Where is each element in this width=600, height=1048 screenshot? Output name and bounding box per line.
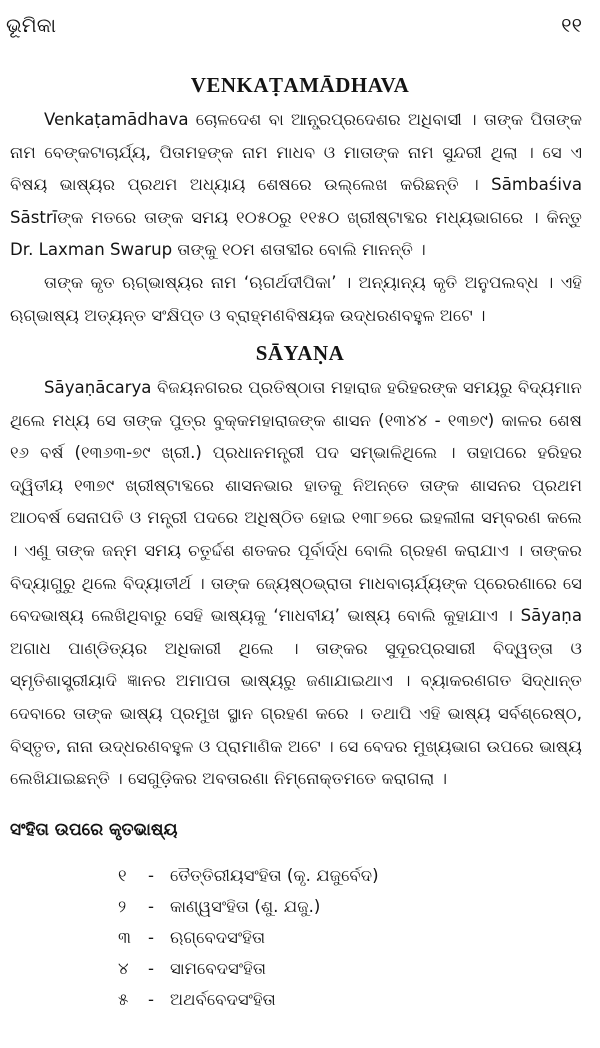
list-item-text: ଅଥର୍ବବେଦସଂହିତା <box>170 989 276 1009</box>
samhita-list-heading: ସଂହିତା ଉପରେ କୃତଭାଷ୍ୟ <box>10 820 178 840</box>
chapter-title: ଭୂମିକା <box>6 13 57 37</box>
list-item <box>0 984 600 1015</box>
list-item-text: ଋଗ୍‌ବେଦସଂହିତା <box>170 927 266 947</box>
section-heading-venkatamadhava: VENKAṬAMĀDHAVA <box>190 73 410 97</box>
list-item-dash: - <box>148 990 154 1009</box>
list-item-dash: - <box>148 866 154 885</box>
list-item-text: ତୈତ୍ତିରୀୟସଂହିତା (କୃ. ଯଜୁର୍ବେଦ) <box>170 865 379 885</box>
list-item-number: ୪ <box>118 958 129 978</box>
paragraph-venkatamadhava-bio <box>10 104 582 267</box>
running-header <box>6 10 582 40</box>
list-item-number: ୩ <box>118 927 132 947</box>
section-heading-sayana: SĀYAṆA <box>255 341 345 365</box>
list-item-number: ୨ <box>118 896 127 916</box>
paragraph-text: Sāyaṇācarya ବିଜୟନଗରର ପ୍ରତିଷ୍ଠାତା ମହାରାଜ ହରିହରଙ୍କ ସମୟରୁ ବିଦ୍ୟମାନ ଥିଲେ ମଧ୍ୟ ସେ ତାଙ୍କ ପୁତ୍ର ବୁକ୍କମହାରାଜଙ୍କ ଶାସନ (୧୩୪୪ - ୧୩୭୯) କାଳର ଶେଷ ୧୬ ବର୍ଷ (୧୩୬୩-୭୯ ଖ୍ରୀ.) ପ୍ରଧାନମନ୍ତ୍ରୀ ପଦ ସମ୍ଭାଳିଥିଲେ । ତାହାପରେ ହରିହର ଦ୍ୱିତୀୟ ୧୩୭୯ ଖ୍ରୀଷ୍ଟାବ୍ଦରେ ଶାସନଭାର ହାତକୁ ନିଅନ୍ତେ ତାଙ୍କ ଶାସନର ପ୍ରଥମ ଆଠବର୍ଷ ସେନାପତି ଓ ମନ୍ତ୍ରୀ ପଦରେ ଅଧିଷ୍ଠିତ ହୋଇ ୧୩୮୭ରେ ଇହଲୀଳା ସମ୍ବରଣ କଲେ । ଏଣୁ ତାଙ୍କ ଜନ୍ମ ସମୟ ଚତୁର୍ଦ୍ଦଶ ଶତକର ପୂର୍ବାର୍ଦ୍ଧ ବୋଲି ଗ୍ରହଣ କରାଯାଏ । ତାଙ୍କର ବିଦ୍ୟାଗୁରୁ ଥିଲେ ବିଦ୍ୟାତୀର୍ଥ । ତାଙ୍କ ଜ୍ୟେଷ୍ଠଭ୍ରାତା ମାଧବାଚାର୍ଯ୍ୟଙ୍କ ପ୍ରେରଣାରେ ସେ ବେଦଭାଷ୍ୟ ଲେଖିଥିବାରୁ ସେହି ଭାଷ୍ୟକୁ ‘ମାଧବୀୟ’ ଭାଷ୍ୟ ବୋଲି କୁହାଯାଏ । Sāyaṇa ଅଗାଧ ପାଣ୍ଡିତ୍ୟର ଅଧିକାରୀ ଥିଲେ । ତାଙ୍କର ସୁଦୂରପ୍ରସାରୀ ବିଦ୍ୱତ୍ତା ଓ ସ୍ମୃତିଶାସ୍ତ୍ରୀୟାଦି ଜ୍ଞାନର ଅମାପତା ଭାଷ୍ୟରୁ ଜଣାଯାଇଥାଏ । ବ୍ୟାକରଣଗତ ସିଦ୍ଧାନ୍ତ ଦେବାରେ ତାଙ୍କ ଭାଷ୍ୟ ପ୍ରମୁଖ ସ୍ଥାନ ଗ୍ରହଣ କରେ । ତଥାପି ଏହି ଭାଷ୍ୟ ସର୍ବଶ୍ରେଷ୍ଠ, ବିସ୍ତୃତ, ନାନା ଉଦ୍ଧରଣବହୁଳ ଓ ପ୍ରାମାଣିକ ଅଟେ । ସେ ବେଦର ମୁଖ୍ୟଭାଗ ଉପରେ ଭାଷ୍ୟ ଲେଖିଯାଇଛନ୍ତି । ସେଗୁଡ଼ିକର ଅବତାରଣା ନିମ୍ନୋକ୍ତମତେ କରାଗଲା । <box>10 378 582 789</box>
list-item-text: କାଣ୍ୱସଂହିତା (ଶୁ. ଯଜୁ.) <box>170 896 321 916</box>
list-item-number: ୫ <box>118 989 129 1009</box>
list-item-dash: - <box>148 897 154 916</box>
paragraph-sayana-bio <box>10 372 582 796</box>
list-item <box>0 860 600 891</box>
list-item <box>0 891 600 922</box>
list-item-dash: - <box>148 928 154 947</box>
paragraph-venkatamadhava-works <box>10 267 582 332</box>
paragraph-text: Venkaṭamādhava ଚୋଳଦେଶ ବା ଆନ୍ଧ୍ରପ୍ରଦେଶର ଅଧିବାସୀ । ତାଙ୍କ ପିତାଙ୍କ ନାମ ବେଙ୍କଟାଚାର୍ଯ୍ୟ, ପିତାମହଙ୍କ ନାମ ମାଧବ ଓ ମାତାଙ୍କ ନାମ ସୁନ୍ଦରୀ ଥିଲା । ସେ ଏ ବିଷୟ ଭାଷ୍ୟର ପ୍ରଥମ ଅଧ୍ୟାୟ ଶେଷରେ ଉଲ୍ଲେଖ କରିଛନ୍ତି । Sāmbaśiva Sāstrīଙ୍କ ମତରେ ତାଙ୍କ ସମୟ ୧୦୫୦ରୁ ୧୧୫୦ ଖ୍ରୀଷ୍ଟାବ୍ଦର ମଧ୍ୟଭାଗରେ । କିନ୍ତୁ Dr. Laxman Swarup ତାଙ୍କୁ ୧୦ମ ଶତାବ୍ଦୀର ବୋଲି ମାନନ୍ତି । <box>10 110 582 260</box>
list-item-dash: - <box>148 959 154 978</box>
list-item-text: ସାମବେଦସଂହିତା <box>170 958 267 978</box>
page-number: ୧୧ <box>561 13 582 37</box>
list-item <box>0 953 600 984</box>
list-item <box>0 922 600 953</box>
paragraph-text: ତାଙ୍କ କୃତ ଋଗ୍‌ଭାଷ୍ୟର ନାମ ‘ଋଗର୍ଥଦୀପିକା’ । ଅନ୍ୟାନ୍ୟ କୃତି ଅନୁପଲବ୍ଧ । ଏହି ଋଗ୍‌ଭାଷ୍ୟ ଅତ୍ୟନ୍ତ ସଂକ୍ଷିପ୍ତ ଓ ବ୍ରାହ୍ମଣବିଷୟକ ଉଦ୍ଧରଣବହୁଳ ଅଟେ । <box>10 273 582 325</box>
samhita-list <box>0 860 600 1015</box>
list-item-number: ୧ <box>118 865 127 885</box>
